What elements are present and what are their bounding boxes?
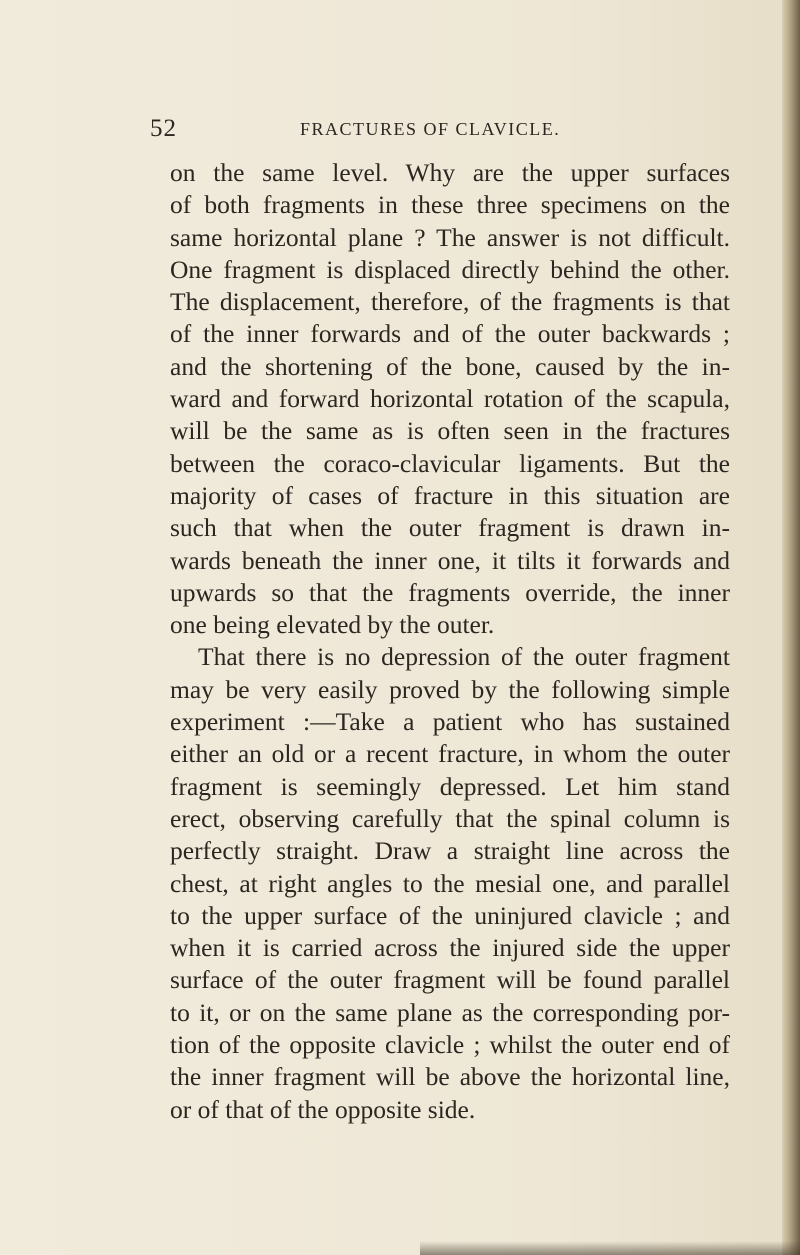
text-line: That there is no depression of the outer fragment <box>198 642 730 672</box>
text-line: tion of the opposite clavicle ; whilst the outer end of <box>170 1030 730 1060</box>
text-line: of the inner forwards and of the outer backwards ; <box>170 319 730 349</box>
text-line: experiment :—Take a patient who has sustained <box>170 707 730 737</box>
running-title: FRACTURES OF CLAVICLE. <box>300 119 561 139</box>
text-line: may be very easily proved by the following simple <box>170 674 730 704</box>
text-line: on the same level. Why are the upper surfaces <box>170 158 730 187</box>
page-number: 52 <box>150 115 177 142</box>
text-line: such that when the outer fragment is drawn in- <box>170 513 730 543</box>
text-line: perfectly straight. Draw a straight line across the <box>170 836 730 866</box>
text-line: same horizontal plane ? The answer is not difficult. <box>170 222 730 252</box>
text-line: surface of the outer fragment will be found parallel <box>170 965 730 995</box>
text-line: The displacement, therefore, of the fragments is that <box>170 287 730 317</box>
text-line: of both fragments in these three specimens on the <box>170 190 730 220</box>
page-header <box>150 115 750 145</box>
text-line: one being elevated by the outer. <box>170 610 495 640</box>
text-line: upwards so that the fragments override, the inner <box>170 577 730 607</box>
text-line: to the upper surface of the uninjured clavicle ; and <box>170 900 730 930</box>
text-line: when it is carried across the injured side the upper <box>170 933 730 963</box>
text-line: the inner fragment will be above the horizontal line, <box>170 1062 730 1092</box>
text-line: chest, at right angles to the mesial one, and parallel <box>170 868 730 898</box>
text-line: majority of cases of fracture in this situation are <box>170 480 730 510</box>
text-line: between the coraco-clavicular ligaments. But the <box>170 448 730 478</box>
text-line: fragment is seemingly depressed. Let him stand <box>170 771 730 801</box>
text-line: either an old or a recent fracture, in whom the outer <box>170 739 730 769</box>
text-line: One fragment is displaced directly behind the other. <box>170 254 730 284</box>
page-edge-shadow <box>782 0 800 1255</box>
page-bottom-shadow <box>420 1241 800 1255</box>
text-line: ward and forward horizontal rotation of the scapula, <box>170 384 730 414</box>
text-line: will be the same as is often seen in the fractures <box>170 416 730 446</box>
body-text <box>170 157 730 1126</box>
text-line: and the shortening of the bone, caused by the in- <box>170 351 730 381</box>
text-line: or of that of the opposite side. <box>170 1094 476 1124</box>
text-line: wards beneath the inner one, it tilts it forwards and <box>170 545 730 575</box>
text-line: to it, or on the same plane as the corresponding por- <box>170 997 730 1027</box>
text-line: erect, observing carefully that the spinal column is <box>170 803 730 833</box>
